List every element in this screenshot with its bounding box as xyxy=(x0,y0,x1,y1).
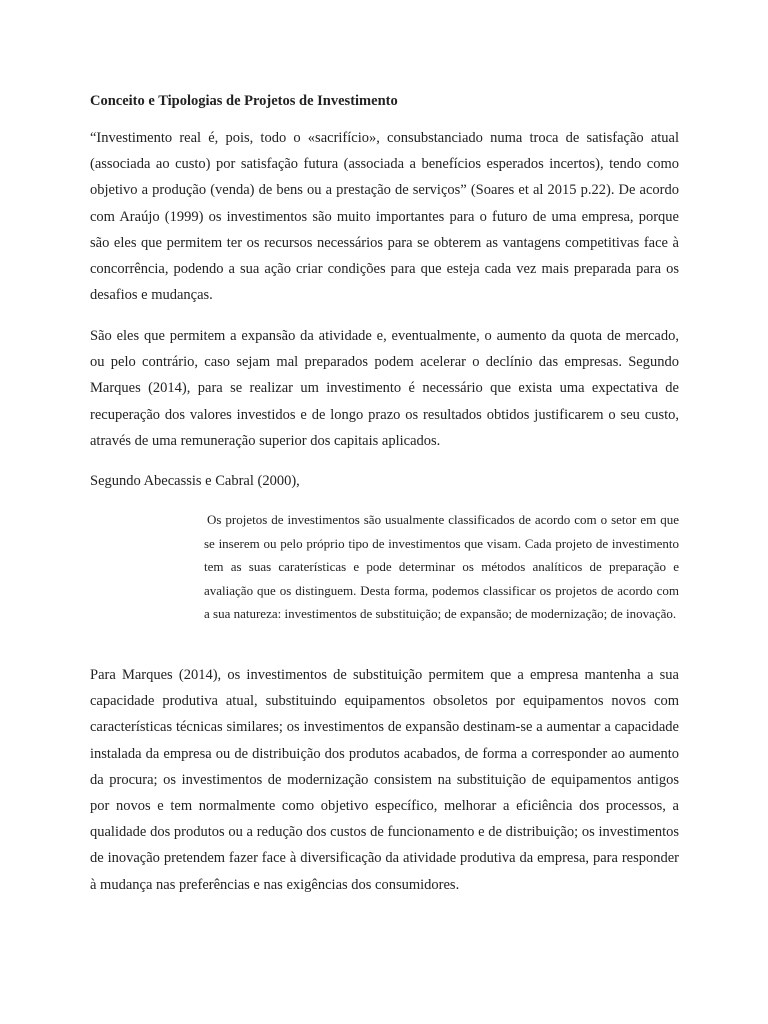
paragraph-market-expansion: São eles que permitem a expansão da atividade e, eventualmente, o aumento da quota de mercado, ou pelo contrário, caso sejam mal preparados podem acelerar o declínio das empresas. Segundo Marques (2014), para se realizar um investimento é necessário que exista uma expectativa de recuperação dos valores investidos e de longo prazo os resultados obtidos justificarem o seu custo, através de uma remuneração superior dos capitais aplicados. xyxy=(90,328,679,449)
paragraph-citation-intro: Segundo Abecassis e Cabral (2000), xyxy=(90,473,300,489)
block-quote: Os projetos de investimentos são usualmente classificados de acordo com o setor em que se inserem ou pelo próprio tipo de investimentos que visam. Cada projeto de investimento tem as suas caraterísticas e pode determinar os métodos analíticos de preparação e avaliação que os distinguem. Desta forma, podemos classificar os projetos de acordo com a sua natureza: investimentos de substituição; de expansão; de modernização; de inovação. xyxy=(204,512,679,622)
paragraph-investment-types: Para Marques (2014), os investimentos de substituição permitem que a empresa mantenha a sua capacidade produtiva atual, substituindo equipamentos obsoletos por equipamentos novos com características técnicas similares; os investimentos de expansão destinam-se a aumentar a capacidade instalada da empresa ou de distribuição dos produtos acabados, de forma a corresponder ao aumento da procura; os investimentos de modernização consistem na substituição de equipamentos antigos por novos e tem normalmente como objetivo específico, melhorar a eficiência dos processos, a qualidade dos produtos ou a redução dos custos de funcionamento e de distribuição; os investimentos de inovação pretendem fazer face à diversificação da atividade produtiva da empresa, para responder à mudança nas preferências e nas exigências dos consumidores. xyxy=(90,667,679,893)
section-heading: Conceito e Tipologias de Projetos de Investimento xyxy=(90,93,398,109)
paragraph-investment-definition: “Investimento real é, pois, todo o «sacrifício», consubstanciado numa troca de satisfação atual (associada ao custo) por satisfação futura (associada a benefícios esperados incertos), tendo como objetivo a produção (venda) de bens ou a prestação de serviços” (Soares et al 2015 p.22). De acordo com Araújo (1999) os investimentos são muito importantes para o futuro de uma empresa, porque são eles que permitem ter os recursos necessários para se obterem as vantagens competitivas face à concorrência, podendo a sua ação criar condições para que esteja cada vez mais preparada para os desafios e mudanças. xyxy=(90,130,679,304)
